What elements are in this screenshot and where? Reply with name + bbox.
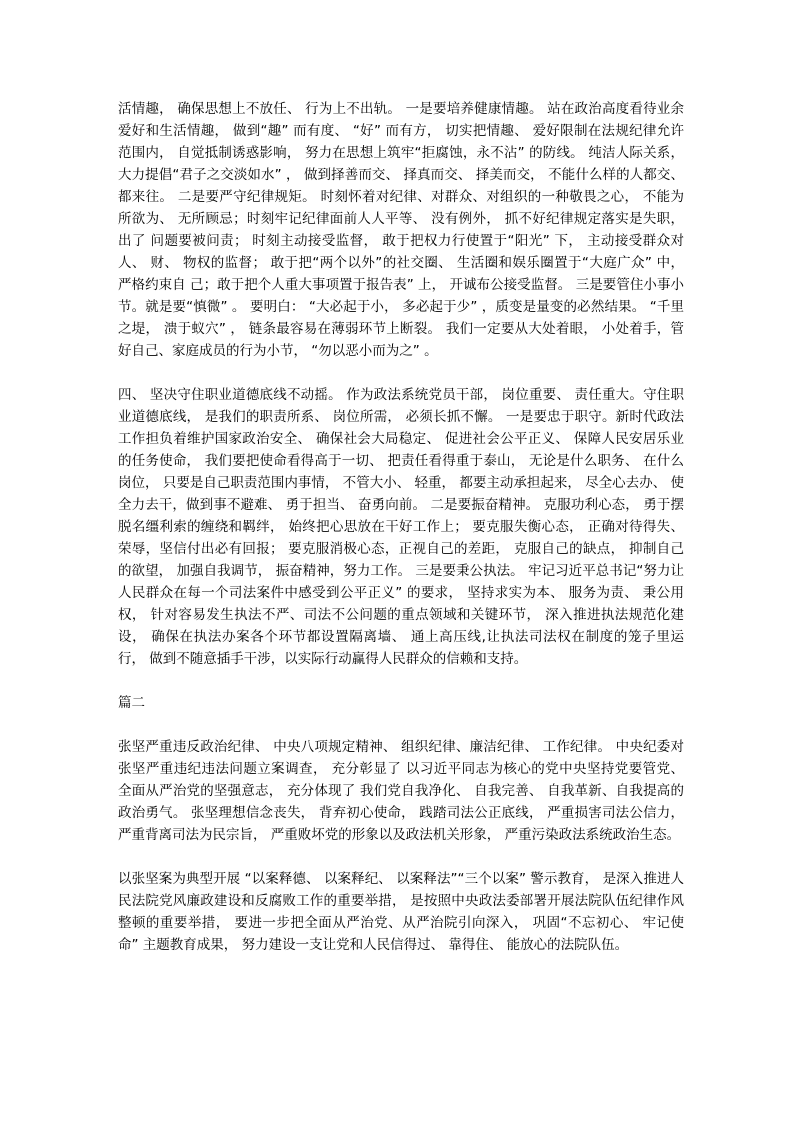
document-page	[118, 98, 684, 956]
section-heading: 篇二	[118, 695, 145, 711]
body-paragraph-4: 以张坚案为典型开展 “以案释德、 以案释纪、 以案释法”“三个以案” 警示教育， 是深入推进人民法院党风廉政建设和反腐败工作的重要举措， 是按照中央政法委部署开展法院队伍纪律作风整顿的重要举措， 要进一步把全面从严治党、从严治院引向深入， 巩固“不忘初心、 牢记使命” 主题教育成果， 努力建设一支让党和人民信得过、 靠得住、 能放心的法院队伍。	[118, 871, 684, 953]
body-paragraph-2: 四、 坚决守住职业道德底线不动摇。 作为政法系统党员干部， 岗位重要、 责任重大。守住职业道德底线， 是我们的职责所系、 岗位所需， 必须长抓不懈。 一是要忠于职守。新时代政法工作担负着维护国家政治安全、 确保社会大局稳定、 促进社会公平正义、 保障人民安居乐业的任务使命， 我们要把使命看得高于一切、 把责任看得重于泰山， 无论是什么职务、 在什么岗位， 只要是自己职责范围内事情， 不管大小、 轻重， 都要主动承担起来， 尽全心去办、 使全力去干，做到事不避难、 勇于担当、 奋勇向前。 二是要振奋精神。 克服功利心态， 勇于摆脱名缰利索的缠绕和羁绊， 始终把心思放在干好工作上； 要克服失衡心态， 正确对待得失、 荣辱，坚信付出必有回报； 要克服消极心态，正视自己的差距， 克服自己的缺点， 抑制自己的欲望， 加强自我调节， 振奋精神，努力工作。 三是要秉公执法。 牢记习近平总书记“努力让人民群众在每一个司法案件中感受到公平正义” 的要求， 坚持求实为本、 服务为责、 秉公用权， 针对容易发生执法不严、司法不公问题的重点领域和关键环节， 深入推进执法规范化建设， 确保在执法办案各个环节都设置隔离墙、 通上高压线,让执法司法权在制度的笼子里运行， 做到不随意插手干涉，以实际行动赢得人民群众的信赖和支持。	[118, 387, 684, 667]
body-paragraph-3: 张坚严重违反政治纪律、 中央八项规定精神、 组织纪律、廉洁纪律、 工作纪律。 中央纪委对张坚严重违纪违法问题立案调查， 充分彰显了 以习近平同志为核心的党中央坚持党要管党、 全面从严治党的坚强意志， 充分体现了 我们党自我净化、 自我完善、 自我革新、自我提高的政治勇气。 张坚理想信念丧失， 背弃初心使命， 践踏司法公正底线， 严重损害司法公信力， 严重背离司法为民宗旨， 严重败坏党的形象以及政法机关形象， 严重污染政法系统政治生态。	[118, 739, 684, 843]
body-paragraph-1: 活情趣， 确保思想上不放任、 行为上不出轨。 一是要培养健康情趣。 站在政治高度看待业余爱好和生活情趣， 做到“趣” 而有度、 “好” 而有方， 切实把情趣、 爱好限制在法规纪律允许范围内， 自觉抵制诱惑影响， 努力在思想上筑牢“拒腐蚀，永不沾” 的防线。 纯洁人际关系， 大力提倡“君子之交淡如水” ， 做到择善而交、 择真而交、 择美而交， 不能什么样的人都交、 都来往。 二是要严守纪律规矩。 时刻怀着对纪律、对群众、对组织的一种敬畏之心， 不能为所欲为、 无所顾忌；时刻牢记纪律面前人人平等、 没有例外， 抓不好纪律规定落实是失职， 出了 问题要被问责； 时刻主动接受监督， 敢于把权力行使置于“阳光” 下， 主动接受群众对人、 财、 物权的监督； 敢于把“两个以外”的社交圈、 生活圈和娱乐圈置于“大庭广众” 中， 严格约束自 己；敢于把个人重大事项置于报告表” 上， 开诚布公接受监督。 三是要管住小事小节。就是要“慎微” 。 要明白： “大必起于小， 多必起于少” ，质变是量变的必然结果。 “千里之堤， 溃于蚁穴” ， 链条最容易在薄弱环节上断裂。 我们一定要从大处着眼， 小处着手，管好自己、家庭成员的行为小节， “勿以恶小而为之” 。	[118, 101, 684, 359]
